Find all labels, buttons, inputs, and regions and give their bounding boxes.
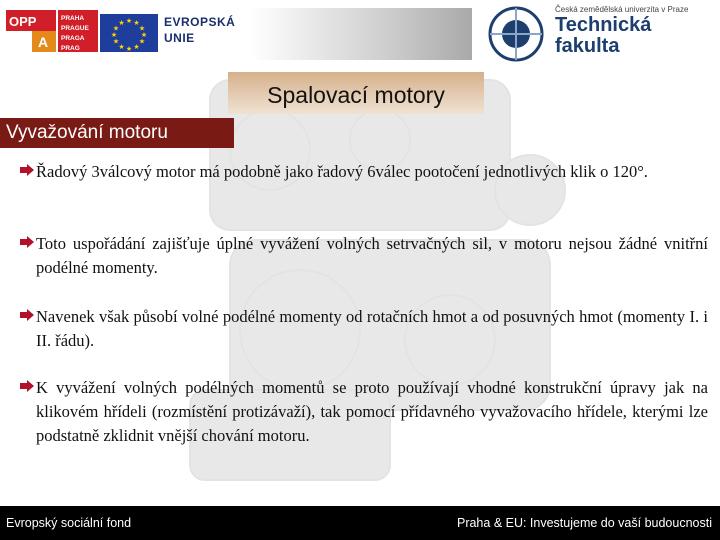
svg-text:A: A [38, 34, 49, 50]
bullet-arrow-icon [20, 164, 34, 176]
svg-text:★: ★ [112, 24, 120, 33]
bullet-text: Toto uspořádání zajišťuje úplné vyvážení volných setrvačných sil, v motoru nejsou žádné vnitřní podélné momenty. [36, 234, 708, 277]
bullet-arrow-icon [20, 236, 34, 248]
faculty-line2: fakulta [555, 35, 620, 57]
footer-left-text: Evropský sociální fond [6, 516, 132, 530]
svg-text:PRAHA: PRAHA [61, 15, 85, 22]
faculty-line1: Technická [555, 14, 652, 36]
svg-text:★: ★ [125, 45, 133, 52]
svg-text:PRAGUE: PRAGUE [61, 25, 89, 32]
svg-text:★: ★ [133, 43, 140, 51]
praha-opp-logo [6, 10, 98, 52]
svg-text:★: ★ [110, 31, 118, 39]
svg-text:★: ★ [112, 37, 120, 46]
svg-text:PRAGA: PRAGA [61, 35, 85, 42]
bullet-text: Řadový 3válcový motor má podobně jako řadový 6válec pootočení jednotlivých klik o 120°. [36, 162, 648, 181]
svg-text:PRAG: PRAG [61, 45, 80, 52]
eu-line2: UNIE [164, 31, 195, 45]
slide-header [0, 0, 720, 68]
svg-text:★: ★ [138, 37, 146, 46]
header-gradient-band [250, 8, 472, 60]
svg-text:★: ★ [138, 24, 146, 33]
svg-text:★: ★ [140, 31, 148, 39]
svg-text:★: ★ [118, 43, 125, 51]
svg-text:OPP: OPP [9, 14, 37, 29]
footer-right-text: Praha & EU: Investujeme do vaší budoucnosti [456, 516, 712, 530]
slide-subtitle: Vyvažování motoru [0, 118, 234, 148]
slide-title: Spalovací motory [267, 82, 445, 108]
bullet-arrow-icon [20, 380, 34, 392]
university-name: Česká zemědělská univerzita v Praze [555, 5, 689, 14]
eu-flag-icon [100, 14, 158, 52]
eu-logo [100, 10, 240, 52]
bullet-arrow-icon [20, 309, 34, 321]
eu-line1: EVROPSKÁ [164, 15, 236, 29]
svg-text:★: ★ [125, 17, 133, 25]
svg-text:★: ★ [118, 19, 125, 27]
slide-footer [0, 506, 720, 540]
svg-text:★: ★ [133, 19, 140, 27]
slide-title-box [228, 72, 484, 114]
bullet-text: Navenek však působí volné podélné momenty od rotačních hmot a od posuvných hmot (momenty I. i II. řádu). [36, 307, 708, 350]
bullet-text: K vyvážení volných podélných momentů se proto používají vhodné konstrukční úpravy jak na klikovém hřídeli (rozmístění protizávaží), tak pomocí přídavného vyvažovacího hřídele, kterými lze podstatně zklidnit vnější chování motoru. [36, 378, 708, 445]
